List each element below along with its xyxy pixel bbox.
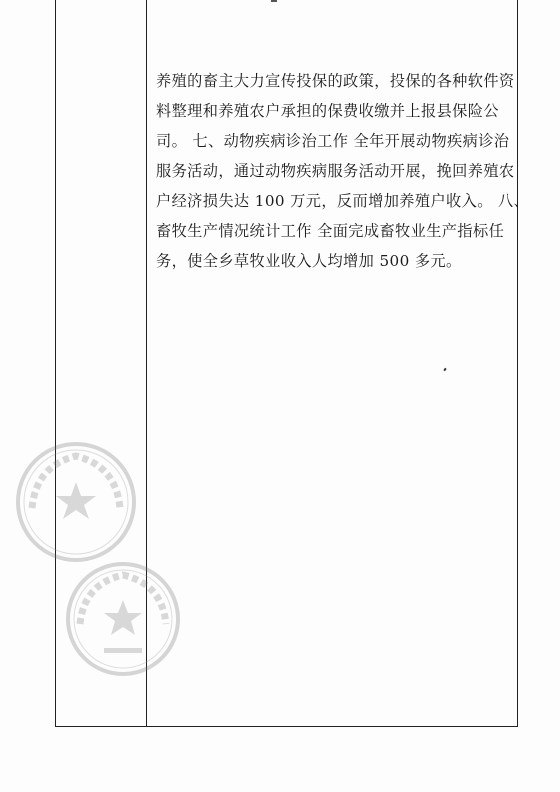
body-text xyxy=(156,66,530,276)
text-line: 司。 七、动物疾病诊治工作 全年开展动物疾病诊治 xyxy=(156,132,510,150)
text-line: 养殖的畜主大力宣传投保的政策，投保的各种软件资 xyxy=(156,72,515,90)
text-line: 服务活动，通过动物疾病服务活动开展，挽回养殖农 xyxy=(156,162,515,180)
text-line: 户经济损失达 100 万元，反而增加养殖户收入。 八、 xyxy=(156,192,530,210)
text-line: 料整理和养殖农户承担的保费收缴并上报县保险公 xyxy=(156,102,499,120)
text-line: 务，使全乡草牧业收入人均增加 500 多元。 xyxy=(156,252,462,270)
official-seal-stamp xyxy=(62,558,184,680)
text-line: 畜牧生产情况统计工作 全面完成畜牧业生产指标任 xyxy=(156,222,505,240)
official-seal-stamp xyxy=(12,438,140,566)
